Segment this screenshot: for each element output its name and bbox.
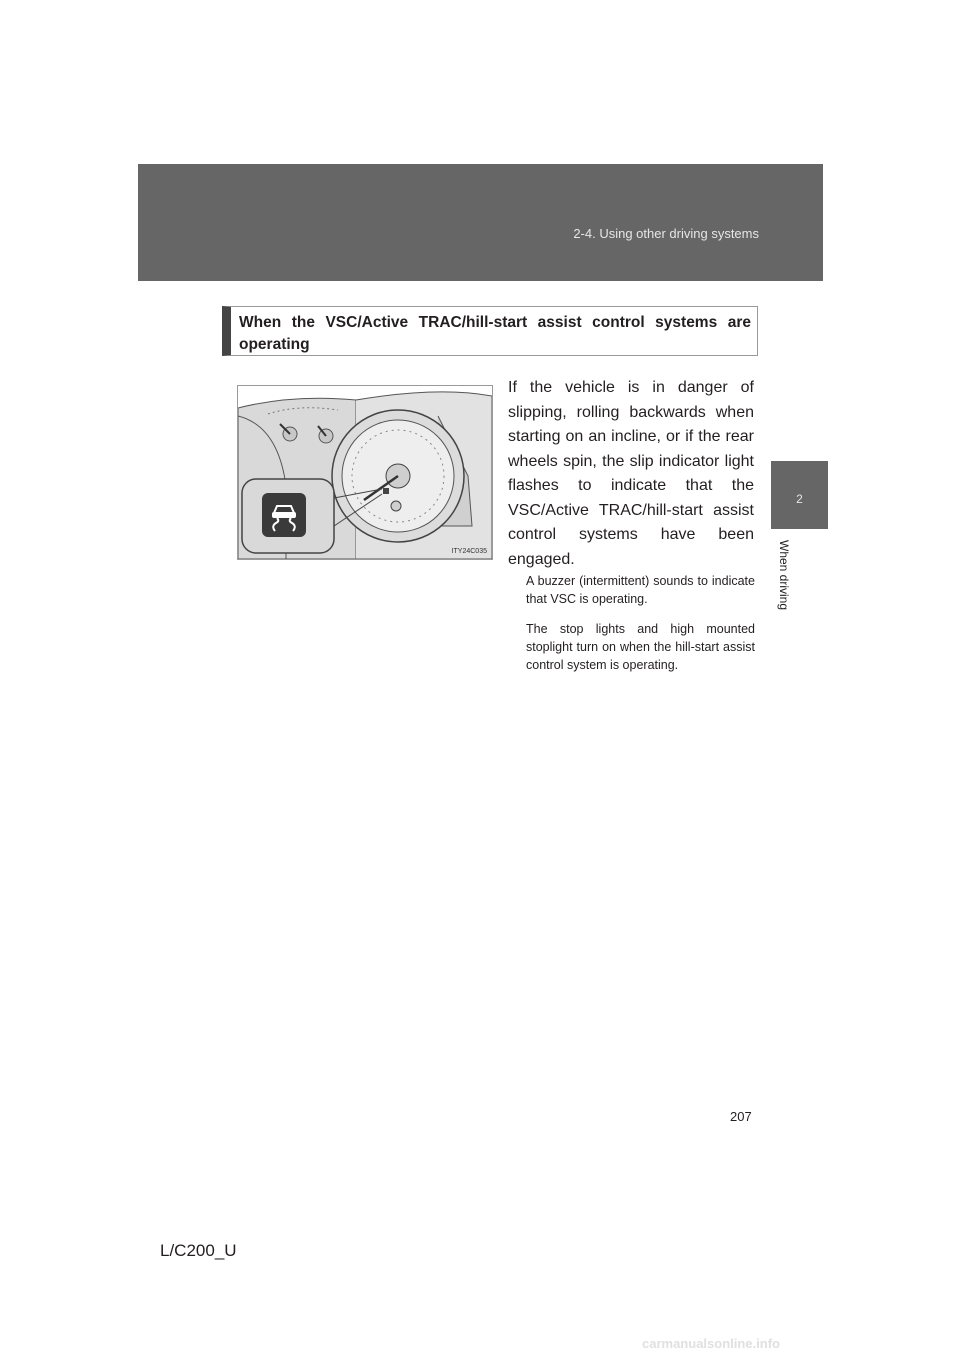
figure-code: ITY24C035 (451, 548, 487, 555)
chapter-tab (771, 461, 828, 529)
page-number: 207 (730, 1109, 752, 1124)
instrument-cluster-figure (237, 385, 493, 560)
chapter-number: 2 (796, 492, 803, 506)
watermark: carmanualsonline.info (642, 1336, 780, 1351)
slip-indicator-icon (262, 493, 306, 537)
header-band (138, 164, 823, 281)
note-buzzer: A buzzer (intermittent) sounds to indicate that VSC is operating. (526, 574, 755, 606)
chapter-label: When driving (777, 540, 791, 611)
body-paragraph: If the vehicle is in danger of slipping, rolling backwards when starting on an incline, or if the rear wheels spin, the slip indicator light flashes to indicate that the VSC/Active TRAC/hill-start assist control systems have been engaged. (508, 379, 754, 568)
section-title: 2-4. Using other driving systems (573, 226, 759, 241)
callout-title: When the VSC/Active TRAC/hill-start assist control systems are operating (239, 314, 751, 353)
model-code: L/C200_U (160, 1241, 237, 1260)
callout-box (222, 306, 758, 356)
note-stop-lights: The stop lights and high mounted stoplight turn on when the hill-start assist control system is operating. (526, 622, 755, 672)
